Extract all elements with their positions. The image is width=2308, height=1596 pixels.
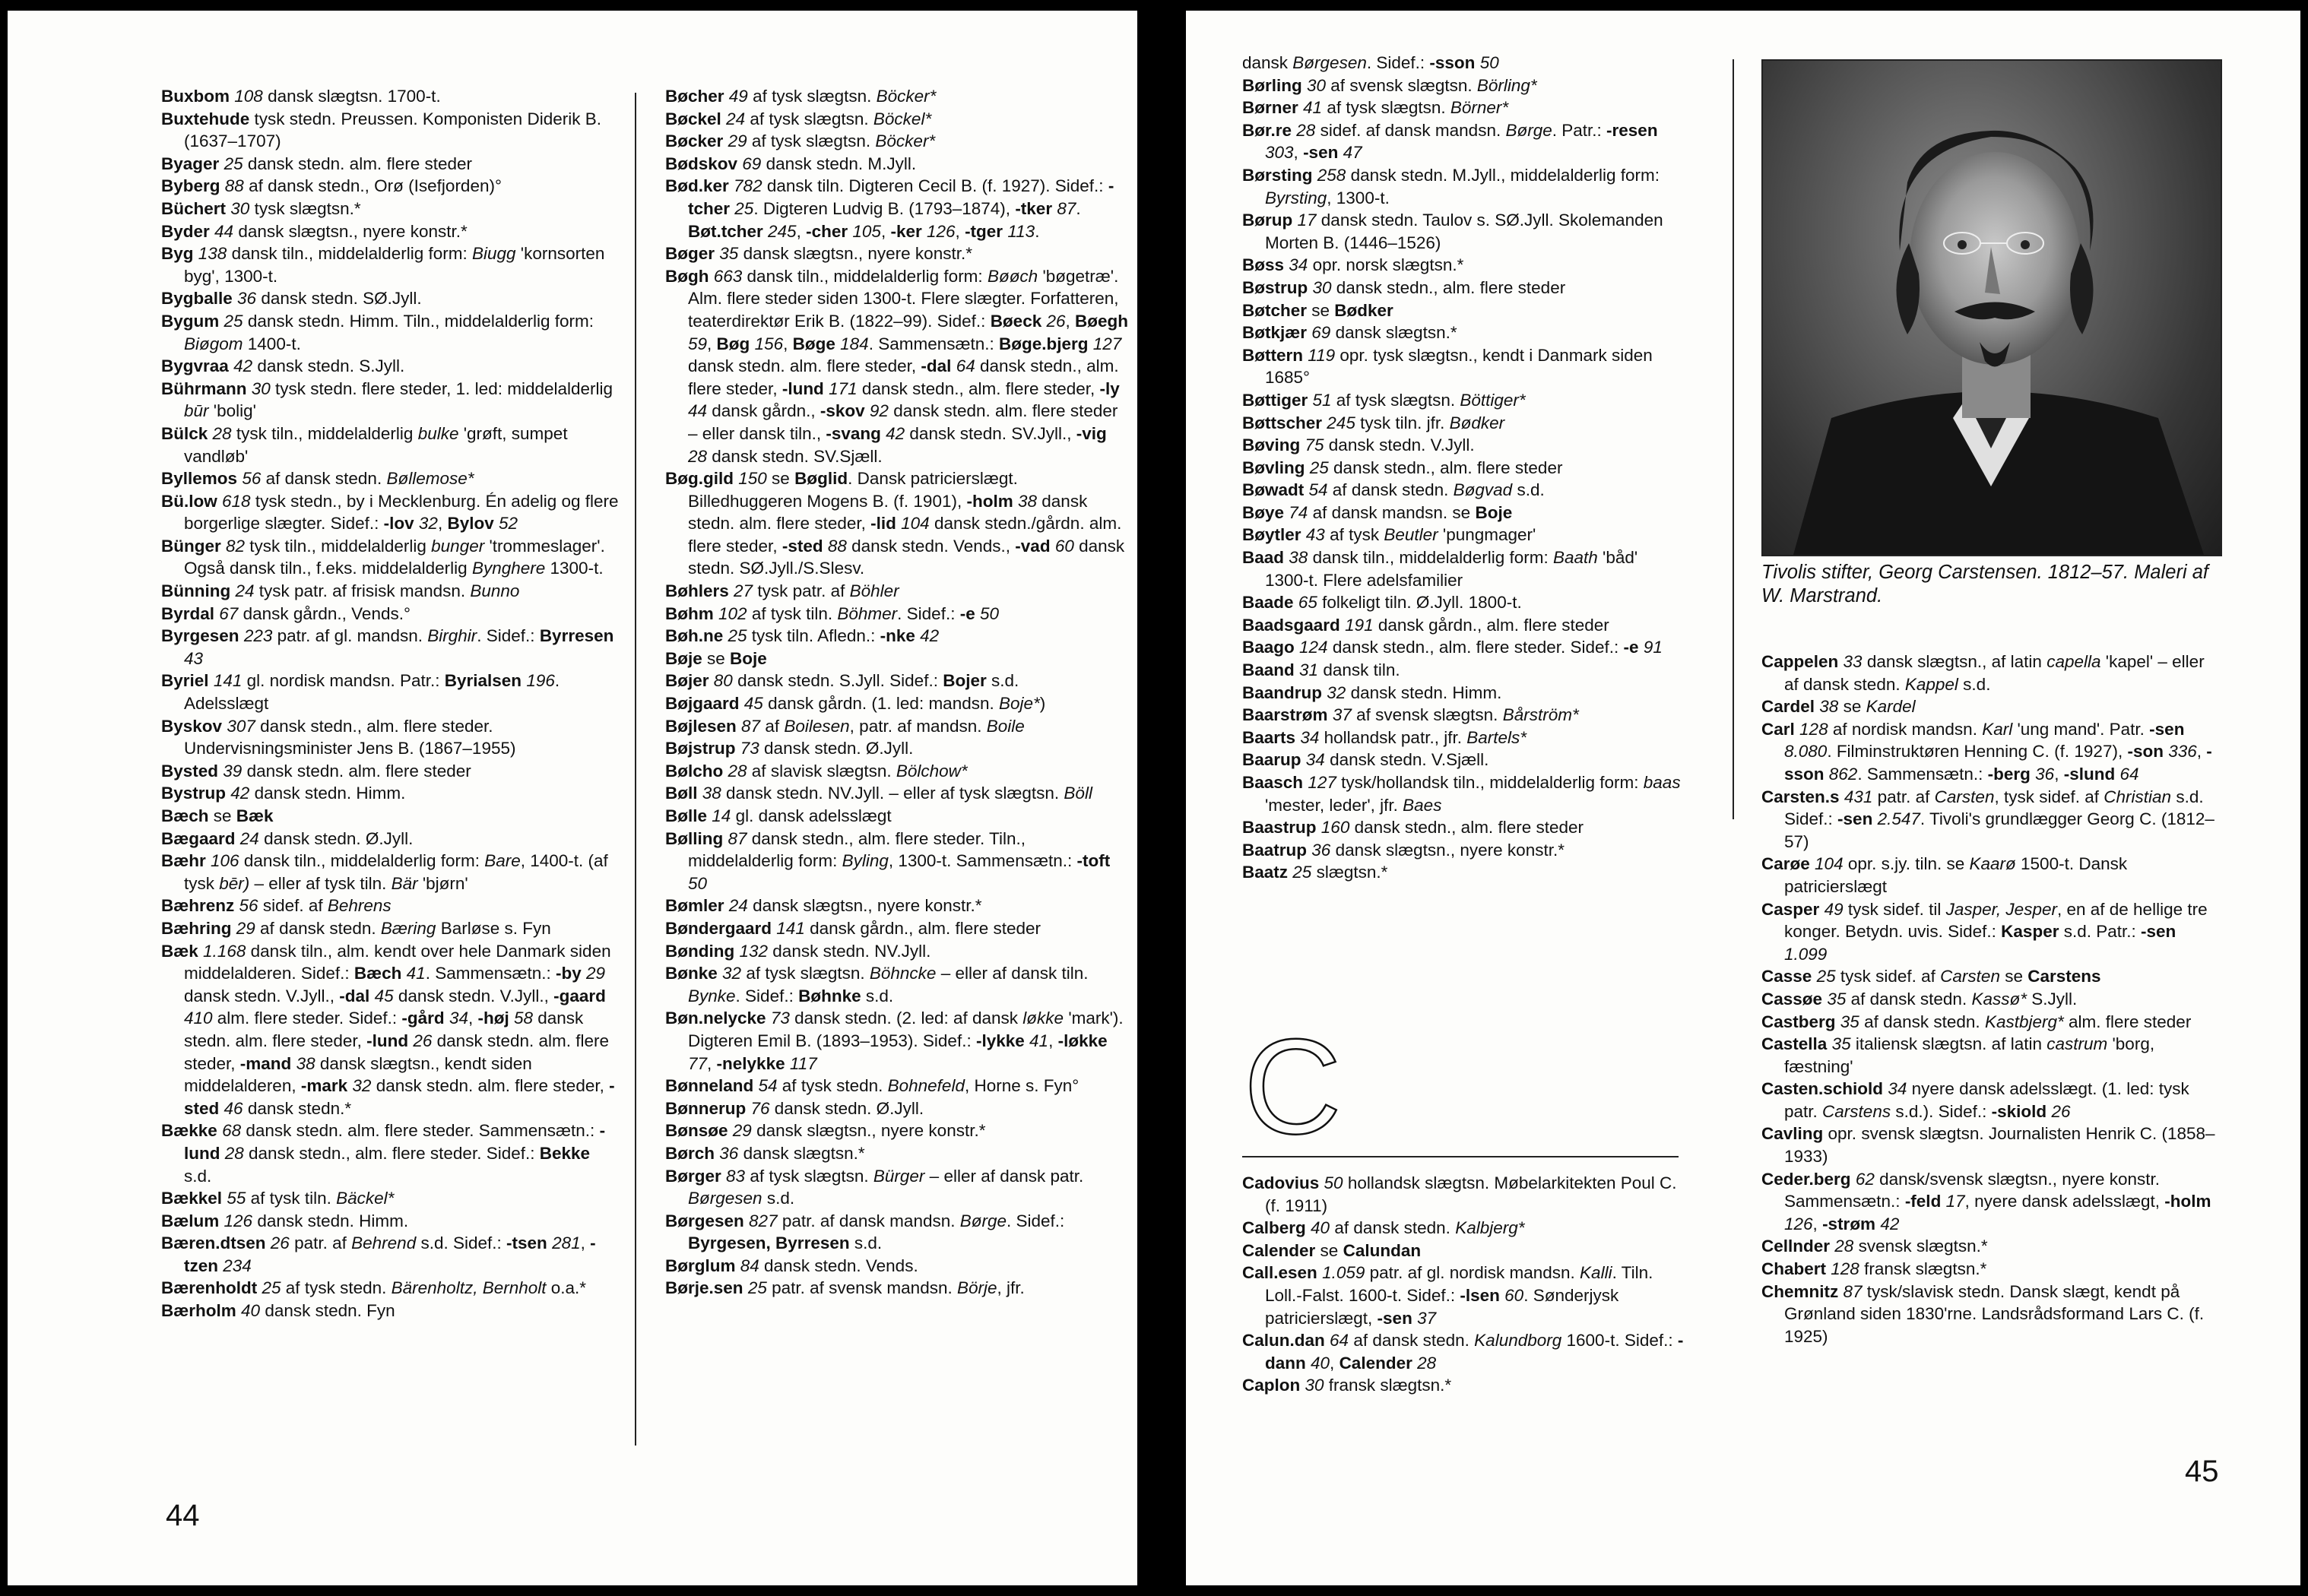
dictionary-entry: Cellnder 28 svensk slægtsn.* — [1761, 1237, 1988, 1256]
dictionary-entry: Bøhlers 27 tysk patr. af Böhler — [665, 581, 899, 601]
section-letter-c — [1242, 1025, 1349, 1147]
dictionary-entry: Bygballe 36 dansk stedn. SØ.Jyll. — [161, 289, 422, 309]
dictionary-entry: Byriel 141 gl. nordisk mandsn. Patr.: Byrialsen 196. Adelsslægt — [161, 671, 560, 714]
dictionary-entry: Cavling opr. svensk slægtsn. Journalisten Henrik C. (1858–1933) — [1761, 1124, 2215, 1167]
dictionary-entry: Bæhrenz 56 sidef. af Behrens — [161, 896, 392, 916]
right-page — [1186, 11, 2300, 1585]
dictionary-entry: Bønding 132 dansk stedn. NV.Jyll. — [665, 941, 931, 961]
dictionary-entry: Casper 49 tysk sidef. til Jasper, Jesper, en af de hellige tre konger. Betydn. uvis. Sidef.: Kasper s.d. Patr.: -sen 1.099 — [1761, 899, 2208, 964]
column-divider — [1733, 59, 1734, 819]
dictionary-entry: Byrgesen 223 patr. af gl. mandsn. Birghir. Sidef.: Byrresen 43 — [161, 626, 614, 668]
dictionary-entry: Bøckel 24 af tysk slægtsn. Böckel* — [665, 109, 932, 128]
dictionary-entry: Caplon 30 fransk slægtsn.* — [1242, 1376, 1452, 1395]
page-number: 45 — [2185, 1455, 2219, 1488]
dictionary-entry: Bægaard 24 dansk stedn. Ø.Jyll. — [161, 828, 414, 848]
dictionary-entry: Børner 41 af tysk slægtsn. Börner* — [1242, 98, 1509, 118]
dictionary-entry: Baatrup 36 dansk slægtsn., nyere konstr.* — [1242, 840, 1565, 860]
dictionary-entry: Baarstrøm 37 af svensk slægtsn. Bårström* — [1242, 705, 1579, 725]
portrait-caption: Tivolis stifter, Georg Carstensen. 1812–57. Maleri af W. Marstrand. — [1761, 562, 2208, 606]
dictionary-entry: Bøwadt 54 af dansk stedn. Bøgvad s.d. — [1242, 480, 1545, 500]
dictionary-entry: Bønsøe 29 dansk slægtsn., nyere konstr.* — [665, 1121, 986, 1141]
dictionary-entry: Bøye 74 af dansk mandsn. se Boje — [1242, 502, 1513, 522]
dictionary-entry: Bønneland 54 af tysk stedn. Bohnefeld, Horne s. Fyn° — [665, 1076, 1079, 1096]
dictionary-entry: Børup 17 dansk stedn. Taulov s. SØ.Jyll. Skolemanden Morten B. (1446–1526) — [1242, 211, 1663, 252]
dictionary-entry: Casten.schiold 34 nyere dansk adelsslægt. (1. led: tysk patr. Carstens s.d.). Sidef.: -skiold 26 — [1761, 1079, 2189, 1121]
dictionary-entry: Bøhm 102 af tysk tiln. Böhmer. Sidef.: -e 50 — [665, 603, 1000, 623]
dictionary-entry: Byager 25 dansk stedn. alm. flere steder — [161, 154, 472, 173]
dictionary-entry: Bærenholdt 25 af tysk stedn. Bärenholtz, Bernholt o.a.* — [161, 1278, 587, 1298]
dictionary-entry: Bünger 82 tysk tiln., middelalderlig bunger 'trommeslager'. Også dansk tiln., f.eks. middelalderlig Bynghere 1300-t. — [161, 536, 605, 578]
dictionary-entry: Bøg.gild 150 se Bøglid. Dansk patricierslægt. Billedhuggeren Mogens B. (f. 1901), -holm 38 dansk stedn. alm. flere steder, -lid 104 dansk stedn./gårdn. alm. flere steder, -sted 88 dansk stedn. Vends., -vad 60 dansk stedn. SØ.Jyll./S.Slesv. — [665, 469, 1125, 578]
dictionary-entry: Bølle 14 gl. dansk adelsslægt — [665, 806, 892, 825]
right-column-1-c — [1242, 1172, 1685, 1397]
dictionary-entry: Bønnerup 76 dansk stedn. Ø.Jyll. — [665, 1098, 924, 1118]
dictionary-entry: Bøjlesen 87 af Boilesen, patr. af mandsn. Boile — [665, 716, 1025, 736]
dictionary-entry: Bæhr 106 dansk tiln., middelalderlig form: Bare, 1400-t. (af tysk bēr) – eller af tysk tiln. Bär 'bjørn' — [161, 851, 608, 893]
dictionary-entry: Büchert 30 tysk slægtsn.* — [161, 198, 361, 218]
dictionary-entry: Baad 38 dansk tiln., middelalderlig form: Baath 'båd' 1300-t. Flere adelsfamilier — [1242, 548, 1638, 590]
dictionary-entry: Castella 35 italiensk slægtsn. af latin castrum 'borg, fæstning' — [1761, 1034, 2155, 1076]
dictionary-entry: Baade 65 folkeligt tiln. Ø.Jyll. 1800-t. — [1242, 593, 1522, 613]
dictionary-entry: Baand 31 dansk tiln. — [1242, 660, 1400, 680]
dictionary-entry: Bæhring 29 af dansk stedn. Bæring Barløse s. Fyn — [161, 918, 551, 938]
portrait-image — [1761, 59, 2222, 556]
dictionary-entry: Baarup 34 dansk stedn. V.Sjæll. — [1242, 750, 1489, 770]
dictionary-entry: Børglum 84 dansk stedn. Vends. — [665, 1256, 918, 1275]
dictionary-entry: Bømler 24 dansk slægtsn., nyere konstr.* — [665, 896, 982, 916]
dictionary-entry: Byg 138 dansk tiln., middelalderlig form: Biugg 'kornsorten byg', 1300-t. — [161, 244, 605, 286]
dictionary-entry: Bøttscher 245 tysk tiln. jfr. Bødker — [1242, 413, 1505, 432]
dictionary-entry: Bød.ker 782 dansk tiln. Digteren Cecil B. (f. 1927). Sidef.: -tcher 25. Digteren Ludvig B. (1793–1874), -tker 87. Bøt.tcher 245, -cher 105, -ker 126, -tger 113. — [665, 176, 1114, 241]
dictionary-entry: Byder 44 dansk slægtsn., nyere konstr.* — [161, 221, 468, 241]
dictionary-entry: dansk Børgesen. Sidef.: -sson 50 — [1242, 53, 1499, 72]
dictionary-entry: Bælum 126 dansk stedn. Himm. — [161, 1211, 409, 1230]
dictionary-entry: Bæk 1.168 dansk tiln., alm. kendt over hele Danmark siden middelalderen. Sidef.: Bæch 41. Sammensætn.: -by 29 dansk stedn. V.Jyll., -dal 45 dansk stedn. V.Jyll., -gaard 410 alm. flere steder. Sidef.: -gård 34, -høj 58 dansk stedn. alm. flere steder, -lund 26 dansk stedn. alm. flere steder, -mand 38 dansk slægtsn., kendt siden middelalderen, -mark 32 dansk stedn. alm. flere steder, -sted 46 dansk stedn.* — [161, 941, 615, 1118]
dictionary-entry: Cappelen 33 dansk slægtsn., af latin capella 'kapel' – eller af dansk stedn. Kappel s.d. — [1761, 652, 2205, 694]
dictionary-entry: Bække 68 dansk stedn. alm. flere steder. Sammensætn.: -lund 28 dansk stedn., alm. flere steder. Sidef.: Bekke s.d. — [161, 1121, 606, 1186]
dictionary-entry: Carsten.s 431 patr. af Carsten, tysk sidef. af Christian s.d. Sidef.: -sen 2.547. Tivoli's grundlægger Georg C. (1812–57) — [1761, 787, 2214, 851]
dictionary-entry: Calender se Calundan — [1242, 1240, 1422, 1260]
dictionary-entry: Byllemos 56 af dansk stedn. Bøllemose* — [161, 469, 474, 489]
left-column-1 — [161, 85, 619, 1322]
dictionary-entry: Bøttern 119 opr. tysk slægtsn., kendt i Danmark siden 1685° — [1242, 345, 1653, 388]
left-page — [8, 11, 1137, 1585]
dictionary-entry: Bünning 24 tysk patr. af frisisk mandsn. Bunno — [161, 581, 520, 601]
dictionary-entry: Casse 25 tysk sidef. af Carsten se Carstens — [1761, 967, 2101, 986]
dictionary-entry: Baatz 25 slægtsn.* — [1242, 863, 1388, 882]
dictionary-entry: Bødskov 69 dansk stedn. M.Jyll. — [665, 154, 917, 173]
dictionary-entry: Bæch se Bæk — [161, 806, 274, 825]
dictionary-entry: Bystrup 42 dansk stedn. Himm. — [161, 784, 406, 803]
dictionary-entry: Bøttiger 51 af tysk slægtsn. Böttiger* — [1242, 390, 1526, 410]
dictionary-entry: Baandrup 32 dansk stedn. Himm. — [1242, 682, 1502, 702]
dictionary-entry: Bülck 28 tysk tiln., middelalderlig bulke 'grøft, sumpet vandløb' — [161, 423, 568, 466]
section-divider — [1242, 1156, 1679, 1157]
dictionary-entry: Calun.dan 64 af dansk stedn. Kalundborg 1600-t. Sidef.: -dann 40, Calender 28 — [1242, 1331, 1684, 1373]
dictionary-entry: Bæren.dtsen 26 patr. af Behrend s.d. Sidef.: -tsen 281, -tzen 234 — [161, 1233, 596, 1275]
dictionary-entry: Baarts 34 hollandsk patr., jfr. Bartels* — [1242, 727, 1527, 747]
dictionary-entry: Bøytler 43 af tysk Beutler 'pungmager' — [1242, 525, 1536, 545]
dictionary-entry: Call.esen 1.059 patr. af gl. nordisk mandsn. Kalli. Tiln. Loll.-Falst. 1600-t. Sidef.: -lsen 60. Sønderjysk patricierslægt, -sen 37 — [1242, 1263, 1653, 1328]
left-column-2 — [665, 85, 1129, 1300]
dictionary-entry: Byberg 88 af dansk stedn., Orø (Isefjorden)° — [161, 176, 502, 196]
page-number: 44 — [166, 1499, 200, 1532]
dictionary-entry: Bührmann 30 tysk stedn. flere steder, 1. led: middelalderlig būr 'bolig' — [161, 378, 613, 421]
dictionary-entry: Cassøe 35 af dansk stedn. Kassø* S.Jyll. — [1761, 989, 2078, 1009]
dictionary-entry: Baastrup 160 dansk stedn., alm. flere steder — [1242, 818, 1584, 838]
dictionary-entry: Bygvraa 42 dansk stedn. S.Jyll. — [161, 356, 405, 376]
dictionary-entry: Castberg 35 af dansk stedn. Kastbjerg* alm. flere steder — [1761, 1012, 2192, 1031]
dictionary-entry: Bøvling 25 dansk stedn., alm. flere steder — [1242, 458, 1563, 477]
dictionary-entry: Cadovius 50 hollandsk slægtsn. Møbelarkitekten Poul C. (f. 1911) — [1242, 1173, 1677, 1215]
dictionary-entry: Cardel 38 se Kardel — [1761, 697, 1916, 717]
dictionary-entry: Bøss 34 opr. norsk slægtsn.* — [1242, 255, 1464, 275]
dictionary-entry: Bønke 32 af tysk slægtsn. Böhncke – eller af dansk tiln. Bynke. Sidef.: Bøhnke s.d. — [665, 964, 1089, 1005]
dictionary-entry: Baasch 127 tysk/hollandsk tiln., middelalderlig form: baas 'mester, leder', jfr. Baes — [1242, 773, 1681, 815]
dictionary-entry: Bøjstrup 73 dansk stedn. Ø.Jyll. — [665, 739, 914, 758]
dictionary-entry: Chemnitz 87 tysk/slavisk stedn. Dansk slægt, kendt på Grønland siden 1830'rne. Landsrådsformand Lars C. (f. 1925) — [1761, 1281, 2205, 1346]
dictionary-entry: Bøtkjær 69 dansk slægtsn.* — [1242, 323, 1457, 343]
dictionary-entry: Buxtehude tysk stedn. Preussen. Komponisten Diderik B. (1637–1707) — [161, 109, 601, 151]
dictionary-entry: Bygum 25 dansk stedn. Himm. Tiln., middelalderlig form: Biøgom 1400-t. — [161, 311, 594, 353]
dictionary-entry: Bøn.nelycke 73 dansk stedn. (2. led: af dansk løkke 'mark'). Digteren Emil B. (1893–1953). Sidef.: -lykke 41, -løkke 77, -nelykke 117 — [665, 1009, 1124, 1073]
portrait-drawing — [1763, 61, 2221, 555]
right-column-2 — [1761, 651, 2218, 1347]
dictionary-entry: Bøcker 29 af tysk slægtsn. Böcker* — [665, 131, 936, 151]
dictionary-entry: Bysted 39 dansk stedn. alm. flere steder — [161, 761, 471, 781]
dictionary-entry: Bøgh 663 dansk tiln., middelalderlig form: Bøøch 'bøgetræ'. Alm. flere steder siden 1300-t. Flere slægter. Forfatteren, teaterdirektør Erik B. (1822–99). Sidef.: Bøeck 26, Bøegh 59, Bøg 156, Bøge 184. Sammensætn.: Bøge.bjerg 127 dansk stedn. alm. flere steder, -dal 64 dansk stedn., alm. flere steder, -lund 171 dansk stedn., alm. flere steder, -ly 44 dansk gårdn., -skov 92 dansk stedn. alm. flere steder – eller dansk tiln., -svang 42 dansk stedn. SV.Jyll., -vig 28 dansk stedn. SV.Sjæll. — [665, 266, 1129, 466]
dictionary-entry: Bøtcher se Bødker — [1242, 300, 1393, 320]
dictionary-entry: Børling 30 af svensk slægtsn. Börling* — [1242, 75, 1537, 95]
right-column-1 — [1242, 52, 1685, 884]
dictionary-entry: Bøstrup 30 dansk stedn., alm. flere steder — [1242, 277, 1566, 297]
dictionary-entry: Bøje se Boje — [665, 648, 767, 668]
dictionary-entry: Børsting 258 dansk stedn. M.Jyll., middelalderlig form: Byrsting, 1300-t. — [1242, 165, 1660, 207]
dictionary-entry: Bækkel 55 af tysk tiln. Bäckel* — [161, 1189, 395, 1208]
dictionary-entry: Bøcher 49 af tysk slægtsn. Böcker* — [665, 87, 937, 106]
dictionary-entry: Bøh.ne 25 tysk tiln. Afledn.: -nke 42 — [665, 626, 940, 646]
dictionary-entry: Bøll 38 dansk stedn. NV.Jyll. – eller af tysk slægtsn. Böll — [665, 784, 1092, 803]
dictionary-entry: Carøe 104 opr. s.jy. tiln. se Kaarø 1500-t. Dansk patricierslægt — [1761, 854, 2128, 896]
dictionary-entry: Bør.re 28 sidef. af dansk mandsn. Børge. Patr.: -resen 303, -sen 47 — [1242, 120, 1658, 163]
dictionary-entry: Børger 83 af tysk slægtsn. Bürger – eller af dansk patr. Børgesen s.d. — [665, 1166, 1084, 1208]
dictionary-entry: Byrdal 67 dansk gårdn., Vends.° — [161, 603, 411, 623]
dictionary-entry: Bærholm 40 dansk stedn. Fyn — [161, 1301, 395, 1321]
dictionary-entry: Baadsgaard 191 dansk gårdn., alm. flere steder — [1242, 615, 1609, 635]
dictionary-entry: Buxbom 108 dansk slægtsn. 1700-t. — [161, 87, 441, 106]
dictionary-entry: Børch 36 dansk slægtsn.* — [665, 1143, 865, 1163]
dictionary-entry: Carl 128 af nordisk mandsn. Karl 'ung mand'. Patr. -sen 8.080. Filminstruktøren Henning C. (f. 1927), -son 336, -sson 862. Sammensætn.: -berg 36, -slund 64 — [1761, 719, 2212, 784]
dictionary-entry: Bøndergaard 141 dansk gårdn., alm. flere steder — [665, 918, 1041, 938]
dictionary-entry: Bøjer 80 dansk stedn. S.Jyll. Sidef.: Bojer s.d. — [665, 671, 1019, 691]
dictionary-entry: Bøjgaard 45 dansk gårdn. (1. led: mandsn. Boje*) — [665, 694, 1046, 714]
dictionary-entry: Calberg 40 af dansk stedn. Kalbjerg* — [1242, 1218, 1525, 1238]
dictionary-entry: Børje.sen 25 patr. af svensk mandsn. Börje, jfr. — [665, 1278, 1025, 1298]
column-divider — [635, 93, 636, 1446]
dictionary-entry: Bøving 75 dansk stedn. V.Jyll. — [1242, 435, 1475, 455]
dictionary-entry: Chabert 128 fransk slægtsn.* — [1761, 1259, 1987, 1279]
section-letter-text: C — [1244, 1025, 1342, 1147]
dictionary-entry: Bølcho 28 af slavisk slægtsn. Bölchow* — [665, 761, 968, 781]
dictionary-entry: Bøger 35 dansk slægtsn., nyere konstr.* — [665, 244, 972, 264]
dictionary-entry: Ceder.berg 62 dansk/svensk slægtsn., nyere konstr. Sammensætn.: -feld 17, nyere dansk adelsslægt, -holm 126, -strøm 42 — [1761, 1169, 2211, 1233]
dictionary-entry: Bü.low 618 tysk stedn., by i Mecklenburg. Én adelig og flere borgerlige slægter. Sidef.: -lov 32, Bylov 52 — [161, 491, 619, 534]
dictionary-entry: Bølling 87 dansk stedn., alm. flere steder. Tiln., middelalderlig form: Byling, 1300-t. Sammensætn.: -toft 50 — [665, 828, 1111, 893]
dictionary-entry: Byskov 307 dansk stedn., alm. flere steder. Undervisningsminister Jens B. (1867–1955) — [161, 716, 516, 758]
dictionary-entry: Baago 124 dansk stedn., alm. flere steder. Sidef.: -e 91 — [1242, 638, 1663, 657]
dictionary-entry: Børgesen 827 patr. af dansk mandsn. Børge. Sidef.: Byrgesen, Byrresen s.d. — [665, 1211, 1065, 1253]
